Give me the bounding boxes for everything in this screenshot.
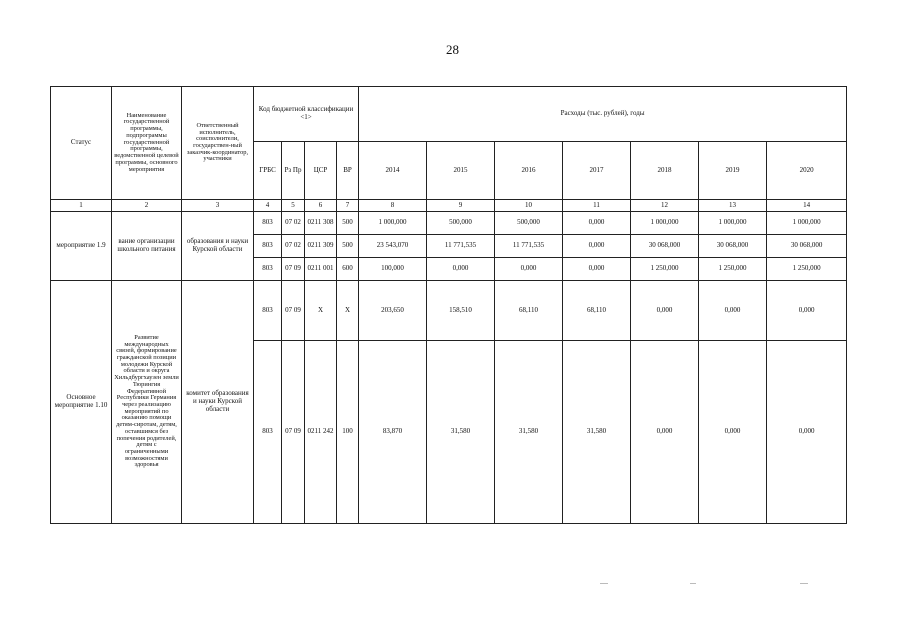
cell-grbs: 803 xyxy=(254,235,282,258)
cell-value: 0,000 xyxy=(699,281,767,341)
cell-value: 30 068,000 xyxy=(767,235,847,258)
cell-value: 0,000 xyxy=(563,258,631,281)
header-year: 2016 xyxy=(495,142,563,200)
cell-vr: 600 xyxy=(337,258,359,281)
cell-value: 1 000,000 xyxy=(359,212,427,235)
cell-csr: 0211 242 xyxy=(305,341,337,524)
column-number: 8 xyxy=(359,200,427,212)
column-number: 9 xyxy=(427,200,495,212)
cell-value: 1 250,000 xyxy=(699,258,767,281)
budget-table xyxy=(50,86,847,524)
cell-rzpr: 07 09 xyxy=(282,341,305,524)
cell-value: 1 250,000 xyxy=(767,258,847,281)
cell-vr: 500 xyxy=(337,212,359,235)
cell-csr: Х xyxy=(305,281,337,341)
header-year: 2019 xyxy=(699,142,767,200)
cell-value: 0,000 xyxy=(767,341,847,524)
cell-value: 1 250,000 xyxy=(631,258,699,281)
cell-value: 203,650 xyxy=(359,281,427,341)
cell-value: 0,000 xyxy=(427,258,495,281)
cell-value: 0,000 xyxy=(563,212,631,235)
cell-value: 1 000,000 xyxy=(631,212,699,235)
cell-rzpr: 07 09 xyxy=(282,281,305,341)
page-number: 28 xyxy=(446,42,459,57)
cell-value: 1 000,000 xyxy=(767,212,847,235)
cell-value: 31,580 xyxy=(495,341,563,524)
cell-rzpr: 07 02 xyxy=(282,212,305,235)
header-name: Наименование государственной программы, подпрограммы государственной программы, ведомственной целевой программы, основного мероприятия xyxy=(112,87,182,200)
column-number-row xyxy=(51,200,847,212)
cell-value: 30 068,000 xyxy=(631,235,699,258)
column-number: 10 xyxy=(495,200,563,212)
header-vr: ВР xyxy=(337,142,359,200)
cell-csr: 0211 308 xyxy=(305,212,337,235)
cell-grbs: 803 xyxy=(254,212,282,235)
cell-vr: 100 xyxy=(337,341,359,524)
scan-artifact xyxy=(690,583,696,584)
cell-value: 500,000 xyxy=(495,212,563,235)
header-rzpr: Рз Пр xyxy=(282,142,305,200)
header-responsible: Ответственный исполнитель, соисполнители, государствен-ный заказчик-координатор, участники xyxy=(182,87,254,200)
header-budget-code: Код бюджетной классификации <1> xyxy=(254,87,359,142)
header-status: Статус xyxy=(51,87,112,200)
cell-grbs: 803 xyxy=(254,341,282,524)
column-number: 11 xyxy=(563,200,631,212)
cell-value: 158,510 xyxy=(427,281,495,341)
column-number: 13 xyxy=(699,200,767,212)
cell-value: 0,000 xyxy=(495,258,563,281)
cell-value: 0,000 xyxy=(767,281,847,341)
cell-value: 68,110 xyxy=(495,281,563,341)
cell-value: 0,000 xyxy=(699,341,767,524)
header-csr: ЦСР xyxy=(305,142,337,200)
header-year: 2015 xyxy=(427,142,495,200)
header-year: 2020 xyxy=(767,142,847,200)
cell-vr: 500 xyxy=(337,235,359,258)
column-number: 3 xyxy=(182,200,254,212)
cell-value: 0,000 xyxy=(631,341,699,524)
header-grbs: ГРБС xyxy=(254,142,282,200)
cell-value: 31,580 xyxy=(427,341,495,524)
cell-value: 23 543,070 xyxy=(359,235,427,258)
cell-value: 30 068,000 xyxy=(699,235,767,258)
cell-value: 11 771,535 xyxy=(495,235,563,258)
cell-value: 500,000 xyxy=(427,212,495,235)
cell-value: 68,110 xyxy=(563,281,631,341)
table-row xyxy=(51,281,847,341)
cell-csr: 0211 001 xyxy=(305,258,337,281)
cell-value: 0,000 xyxy=(631,281,699,341)
column-number: 7 xyxy=(337,200,359,212)
header-year: 2014 xyxy=(359,142,427,200)
header-expenses: Расходы (тыс. рублей), годы xyxy=(359,87,847,142)
cell-rzpr: 07 09 xyxy=(282,258,305,281)
column-number: 1 xyxy=(51,200,112,212)
column-number: 5 xyxy=(282,200,305,212)
column-number: 2 xyxy=(112,200,182,212)
header-year: 2017 xyxy=(563,142,631,200)
scan-artifact xyxy=(600,583,608,584)
row-status: Основное мероприятие 1.10 xyxy=(51,281,112,524)
cell-value: 100,000 xyxy=(359,258,427,281)
cell-grbs: 803 xyxy=(254,258,282,281)
cell-value: 11 771,535 xyxy=(427,235,495,258)
cell-grbs: 803 xyxy=(254,281,282,341)
column-number: 14 xyxy=(767,200,847,212)
row-status: мероприятие 1.9 xyxy=(51,212,112,281)
cell-value: 83,870 xyxy=(359,341,427,524)
table-row xyxy=(51,212,847,235)
cell-value: 0,000 xyxy=(563,235,631,258)
cell-value: 31,580 xyxy=(563,341,631,524)
scan-artifact xyxy=(800,583,808,584)
row-responsible: комитет образования и науки Курской области xyxy=(182,281,254,524)
cell-vr: Х xyxy=(337,281,359,341)
column-number: 4 xyxy=(254,200,282,212)
row-name: Развитие международных связей, формирование гражданской позиции молодежи Курской области и округа Хильдбургхаузен земли Тюрингия Федеративной Республики Германия через реализацию мероприятий по оказанию помощи детям-сиротам, детям, оставшимся без попечения родителей, детям с ограниченными возможностями здоровья xyxy=(112,281,182,524)
cell-csr: 0211 309 xyxy=(305,235,337,258)
cell-rzpr: 07 02 xyxy=(282,235,305,258)
row-responsible: образования и науки Курской области xyxy=(182,212,254,281)
column-number: 12 xyxy=(631,200,699,212)
column-number: 6 xyxy=(305,200,337,212)
row-name: вание организации школьного питания xyxy=(112,212,182,281)
cell-value: 1 000,000 xyxy=(699,212,767,235)
header-year: 2018 xyxy=(631,142,699,200)
